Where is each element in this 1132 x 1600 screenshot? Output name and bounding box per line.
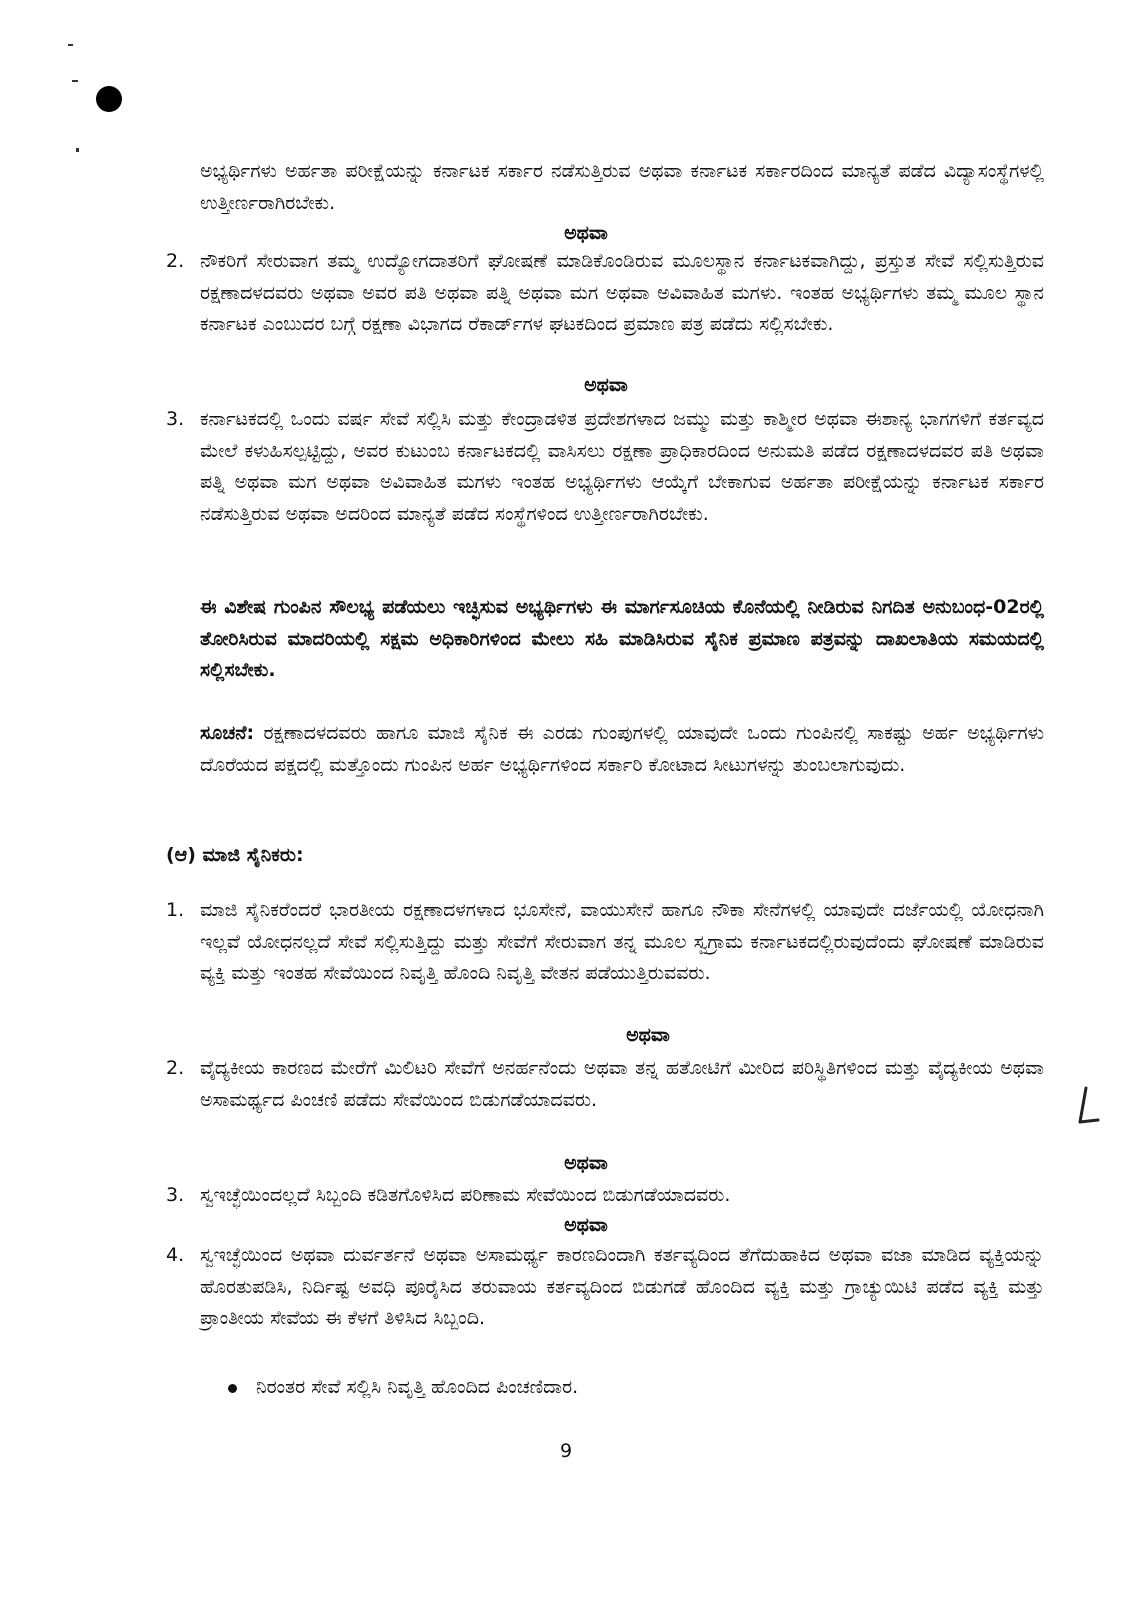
- page-number: 9: [559, 1440, 573, 1462]
- bullet-text: ನಿರಂತರ ಸೇವೆ ಸಲ್ಲಿಸಿ ನಿವೃತ್ತಿ ಹೊಂದಿದ ಪಿಂಚಣಿದಾರ.: [256, 1376, 579, 1398]
- section-title: ಮಾಜಿ ಸೈನಿಕರು:: [202, 844, 304, 866]
- list-number: 1.: [166, 899, 185, 921]
- list-number: 2.: [166, 250, 185, 272]
- list-number: 3.: [166, 408, 185, 430]
- or-separator: ಅಥವಾ: [626, 1024, 670, 1046]
- list-item-text: ಸ್ವಇಚ್ಛೆಯಿಂದ ಅಥವಾ ದುರ್ವರ್ತನೆ ಅಥವಾ ಅಸಾಮರ್ಥ್ಯ ಕಾರಣದಿಂದಾಗಿ ಕರ್ತವ್ಯದಿಂದ ತೆಗೆದುಹಾಕಿದ ಅಥವಾ ವಜಾ ಮಾಡಿದ ವ್ಯಕ್ತಿಯನ್ನು ಹೊರತುಪಡಿಸಿ, ನಿರ್ದಿಷ್ಟ ಅವಧಿ ಪೂರೈಸಿದ ತರುವಾಯ ಕರ್ತವ್ಯದಿಂದ ಬಿಡುಗಡೆ ಹೊಂದಿದ ವ್ಯಕ್ತಿ ಮತ್ತು ಗ್ರಾಚ್ಯುಯಿಟಿ ಪಡೆದ ವ್ಯಕ್ತಿ ಮತ್ತು ಪ್ರಾಂತೀಯ ಸೇವೆಯ ಈ ಕೆಳಗೆ ತಿಳಿಸಿದ ಸಿಬ್ಬಂದಿ.: [200, 1244, 1044, 1329]
- or-separator: ಅಥವಾ: [564, 1152, 608, 1174]
- or-separator: ಅಥವಾ: [584, 374, 628, 396]
- punch-hole-mark: [96, 86, 122, 112]
- list-item-text: ನೌಕರಿಗೆ ಸೇರುವಾಗ ತಮ್ಮ ಉದ್ಯೋಗದಾತರಿಗೆ ಘೋಷಣೆ ಮಾಡಿಕೊಂಡಿರುವ ಮೂಲಸ್ಥಾನ ಕರ್ನಾಟಕವಾಗಿದ್ದು, ಪ್ರಸ್ತುತ ಸೇವೆ ಸಲ್ಲಿಸುತ್ತಿರುವ ರಕ್ಷಣಾದಳದವರು ಅಥವಾ ಅವರ ಪತಿ ಅಥವಾ ಪತ್ನಿ ಅಥವಾ ಮಗ ಅಥವಾ ಅವಿವಾಹಿತ ಮಗಳು. ಇಂತಹ ಅಭ್ಯರ್ಥಿಗಳು ತಮ್ಮ ಮೂಲ ಸ್ಥಾನ ಕರ್ನಾಟಕ ಎಂಬುದರ ಬಗ್ಗೆ ರಕ್ಷಣಾ ವಿಭಾಗದ ರೆಕಾರ್ಡ್‌ಗಳ ಘಟಕದಿಂದ ಪ್ರಮಾಣ ಪತ್ರ ಪಡೆದು ಸಲ್ಲಿಸಬೇಕು.: [200, 250, 1044, 335]
- or-separator: ಅಥವಾ: [564, 1214, 608, 1236]
- note-label: ಸೂಚನೆ:: [200, 722, 255, 744]
- bullet-icon: [228, 1384, 237, 1393]
- scan-mark: [76, 148, 79, 152]
- list-item-text: ಸ್ವಇಚ್ಛೆಯಿಂದಲ್ಲದೆ ಸಿಬ್ಬಂದಿ ಕಡಿತಗೊಳಿಸಿದ ಪರಿಣಾಮ ಸೇವೆಯಿಂದ ಬಿಡುಗಡೆಯಾದವರು.: [200, 1184, 731, 1206]
- instruction-paragraph: ಈ ವಿಶೇಷ ಗುಂಪಿನ ಸೌಲಭ್ಯ ಪಡೆಯಲು ಇಚ್ಛಿಸುವ ಅಭ್ಯರ್ಥಿಗಳು ಈ ಮಾರ್ಗಸೂಚಿಯ ಕೊನೆಯಲ್ಲಿ ನೀಡಿರುವ ನಿಗದಿತ ಅನುಬಂಧ-02ರಲ್ಲಿ ತೋರಿಸಿರುವ ಮಾದರಿಯಲ್ಲಿ ಸಕ್ಷಮ ಅಧಿಕಾರಿಗಳಿಂದ ಮೇಲು ಸಹಿ ಮಾಡಿಸಿರುವ ಸೈನಿಕ ಪ್ರಮಾಣ ಪತ್ರವನ್ನು ದಾಖಲಾತಿಯ ಸಮಯದಲ್ಲಿ ಸಲ್ಲಿಸಬೇಕು.: [200, 596, 1044, 681]
- section-label: (ಆ): [166, 844, 196, 866]
- intro-paragraph: ಅಭ್ಯರ್ಥಿಗಳು ಅರ್ಹತಾ ಪರೀಕ್ಷೆಯನ್ನು ಕರ್ನಾಟಕ ಸರ್ಕಾರ ನಡೆಸುತ್ತಿರುವ ಅಥವಾ ಕರ್ನಾಟಕ ಸರ್ಕಾರದಿಂದ ಮಾನ್ಯತೆ ಪಡೆದ ವಿದ್ಯಾಸಂಸ್ಥೆಗಳಲ್ಲಿ ಉತ್ತೀರ್ಣರಾಗಿರಬೇಕು.: [200, 160, 1044, 214]
- list-number: 2.: [166, 1057, 185, 1079]
- note-paragraph: [200, 718, 1044, 781]
- list-number: 3.: [166, 1184, 185, 1206]
- list-item-text: ಮಾಜಿ ಸೈನಿಕರೆಂದರೆ ಭಾರತೀಯ ರಕ್ಷಣಾದಳಗಳಾದ ಭೂಸೇನೆ, ವಾಯುಸೇನೆ ಹಾಗೂ ನೌಕಾ ಸೇನೆಗಳಲ್ಲಿ ಯಾವುದೇ ದರ್ಜೆಯಲ್ಲಿ ಯೋಧನಾಗಿ ಇಲ್ಲವೆ ಯೋಧನಲ್ಲದೆ ಸೇವೆ ಸಲ್ಲಿಸುತ್ತಿದ್ದು ಮತ್ತು ಸೇವೆಗೆ ಸೇರುವಾಗ ತನ್ನ ಮೂಲ ಸ್ವಗ್ರಾಮ ಕರ್ನಾಟಕದಲ್ಲಿರುವುದೆಂದು ಘೋಷಣೆ ಮಾಡಿರುವ ವ್ಯಕ್ತಿ ಮತ್ತು ಇಂತಹ ಸೇವೆಯಿಂದ ನಿವೃತ್ತಿ ಹೊಂದಿ ನಿವೃತ್ತಿ ವೇತನ ಪಡೆಯುತ್ತಿರುವವರು.: [200, 899, 1044, 984]
- or-separator: ಅಥವಾ: [564, 222, 608, 244]
- list-item-text: ಕರ್ನಾಟಕದಲ್ಲಿ ಒಂದು ವರ್ಷ ಸೇವೆ ಸಲ್ಲಿಸಿ ಮತ್ತು ಕೇಂದ್ರಾಡಳಿತ ಪ್ರದೇಶಗಳಾದ ಜಮ್ಮು ಮತ್ತು ಕಾಶ್ಮೀರ ಅಥವಾ ಈಶಾನ್ಯ ಭಾಗಗಳಿಗೆ ಕರ್ತವ್ಯದ ಮೇಲೆ ಕಳುಹಿಸಲ್ಪಟ್ಟಿದ್ದು, ಅವರ ಕುಟುಂಬ ಕರ್ನಾಟಕದಲ್ಲಿ ವಾಸಿಸಲು ರಕ್ಷಣಾ ಪ್ರಾಧಿಕಾರದಿಂದ ಅನುಮತಿ ಪಡೆದ ರಕ್ಷಣಾದಳದವರ ಪತಿ ಅಥವಾ ಪತ್ನಿ ಅಥವಾ ಮಗ ಅಥವಾ ಅವಿವಾಹಿತ ಮಗಳು ಇಂತಹ ಅಭ್ಯರ್ಥಿಗಳು ಆಯ್ಕೆಗೆ ಬೇಕಾಗುವ ಅರ್ಹತಾ ಪರೀಕ್ಷೆಯನ್ನು ಕರ್ನಾಟಕ ಸರ್ಕಾರ ನಡೆಸುತ್ತಿರುವ ಅಥವಾ ಅದರಿಂದ ಮಾನ್ಯತೆ ಪಡೆದ ಸಂಸ್ಥೆಗಳಿಂದ ಉತ್ತೀರ್ಣರಾಗಿರಬೇಕು.: [200, 408, 1044, 525]
- scan-mark: [72, 80, 78, 82]
- note-text: ರಕ್ಷಣಾದಳದವರು ಹಾಗೂ ಮಾಜಿ ಸೈನಿಕ ಈ ಎರಡು ಗುಂಪುಗಳಲ್ಲಿ ಯಾವುದೇ ಒಂದು ಗುಂಪಿನಲ್ಲಿ ಸಾಕಷ್ಟು ಅರ್ಹ ಅಭ್ಯರ್ಥಿಗಳು ದೊರೆಯದ ಪಕ್ಷದಲ್ಲಿ ಮತ್ತೊಂದು ಗುಂಪಿನ ಅರ್ಹ ಅಭ್ಯರ್ಥಿಗಳಿಂದ ಸರ್ಕಾರಿ ಕೋಟಾದ ಸೀಟುಗಳನ್ನು ತುಂಬಲಾಗುವುದು.: [200, 722, 1044, 776]
- list-number: 4.: [166, 1244, 185, 1266]
- section-heading: [166, 844, 304, 866]
- list-item-text: ವೈದ್ಯಕೀಯ ಕಾರಣದ ಮೇರೆಗೆ ಮಿಲಿಟರಿ ಸೇವೆಗೆ ಅನರ್ಹನೆಂದು ಅಥವಾ ತನ್ನ ಹತೋಟಿಗೆ ಮೀರಿದ ಪರಿಸ್ಥಿತಿಗಳಿಂದ ಮತ್ತು ವೈದ್ಯಕೀಯ ಅಥವಾ ಅಸಾಮರ್ಥ್ಯದ ಪಿಂಚಣಿ ಪಡೆದು ಸೇವೆಯಿಂದ ಬಿಡುಗಡೆಯಾದವರು.: [200, 1057, 1044, 1111]
- scan-mark: [68, 44, 73, 46]
- handwritten-mark: [1068, 1086, 1102, 1128]
